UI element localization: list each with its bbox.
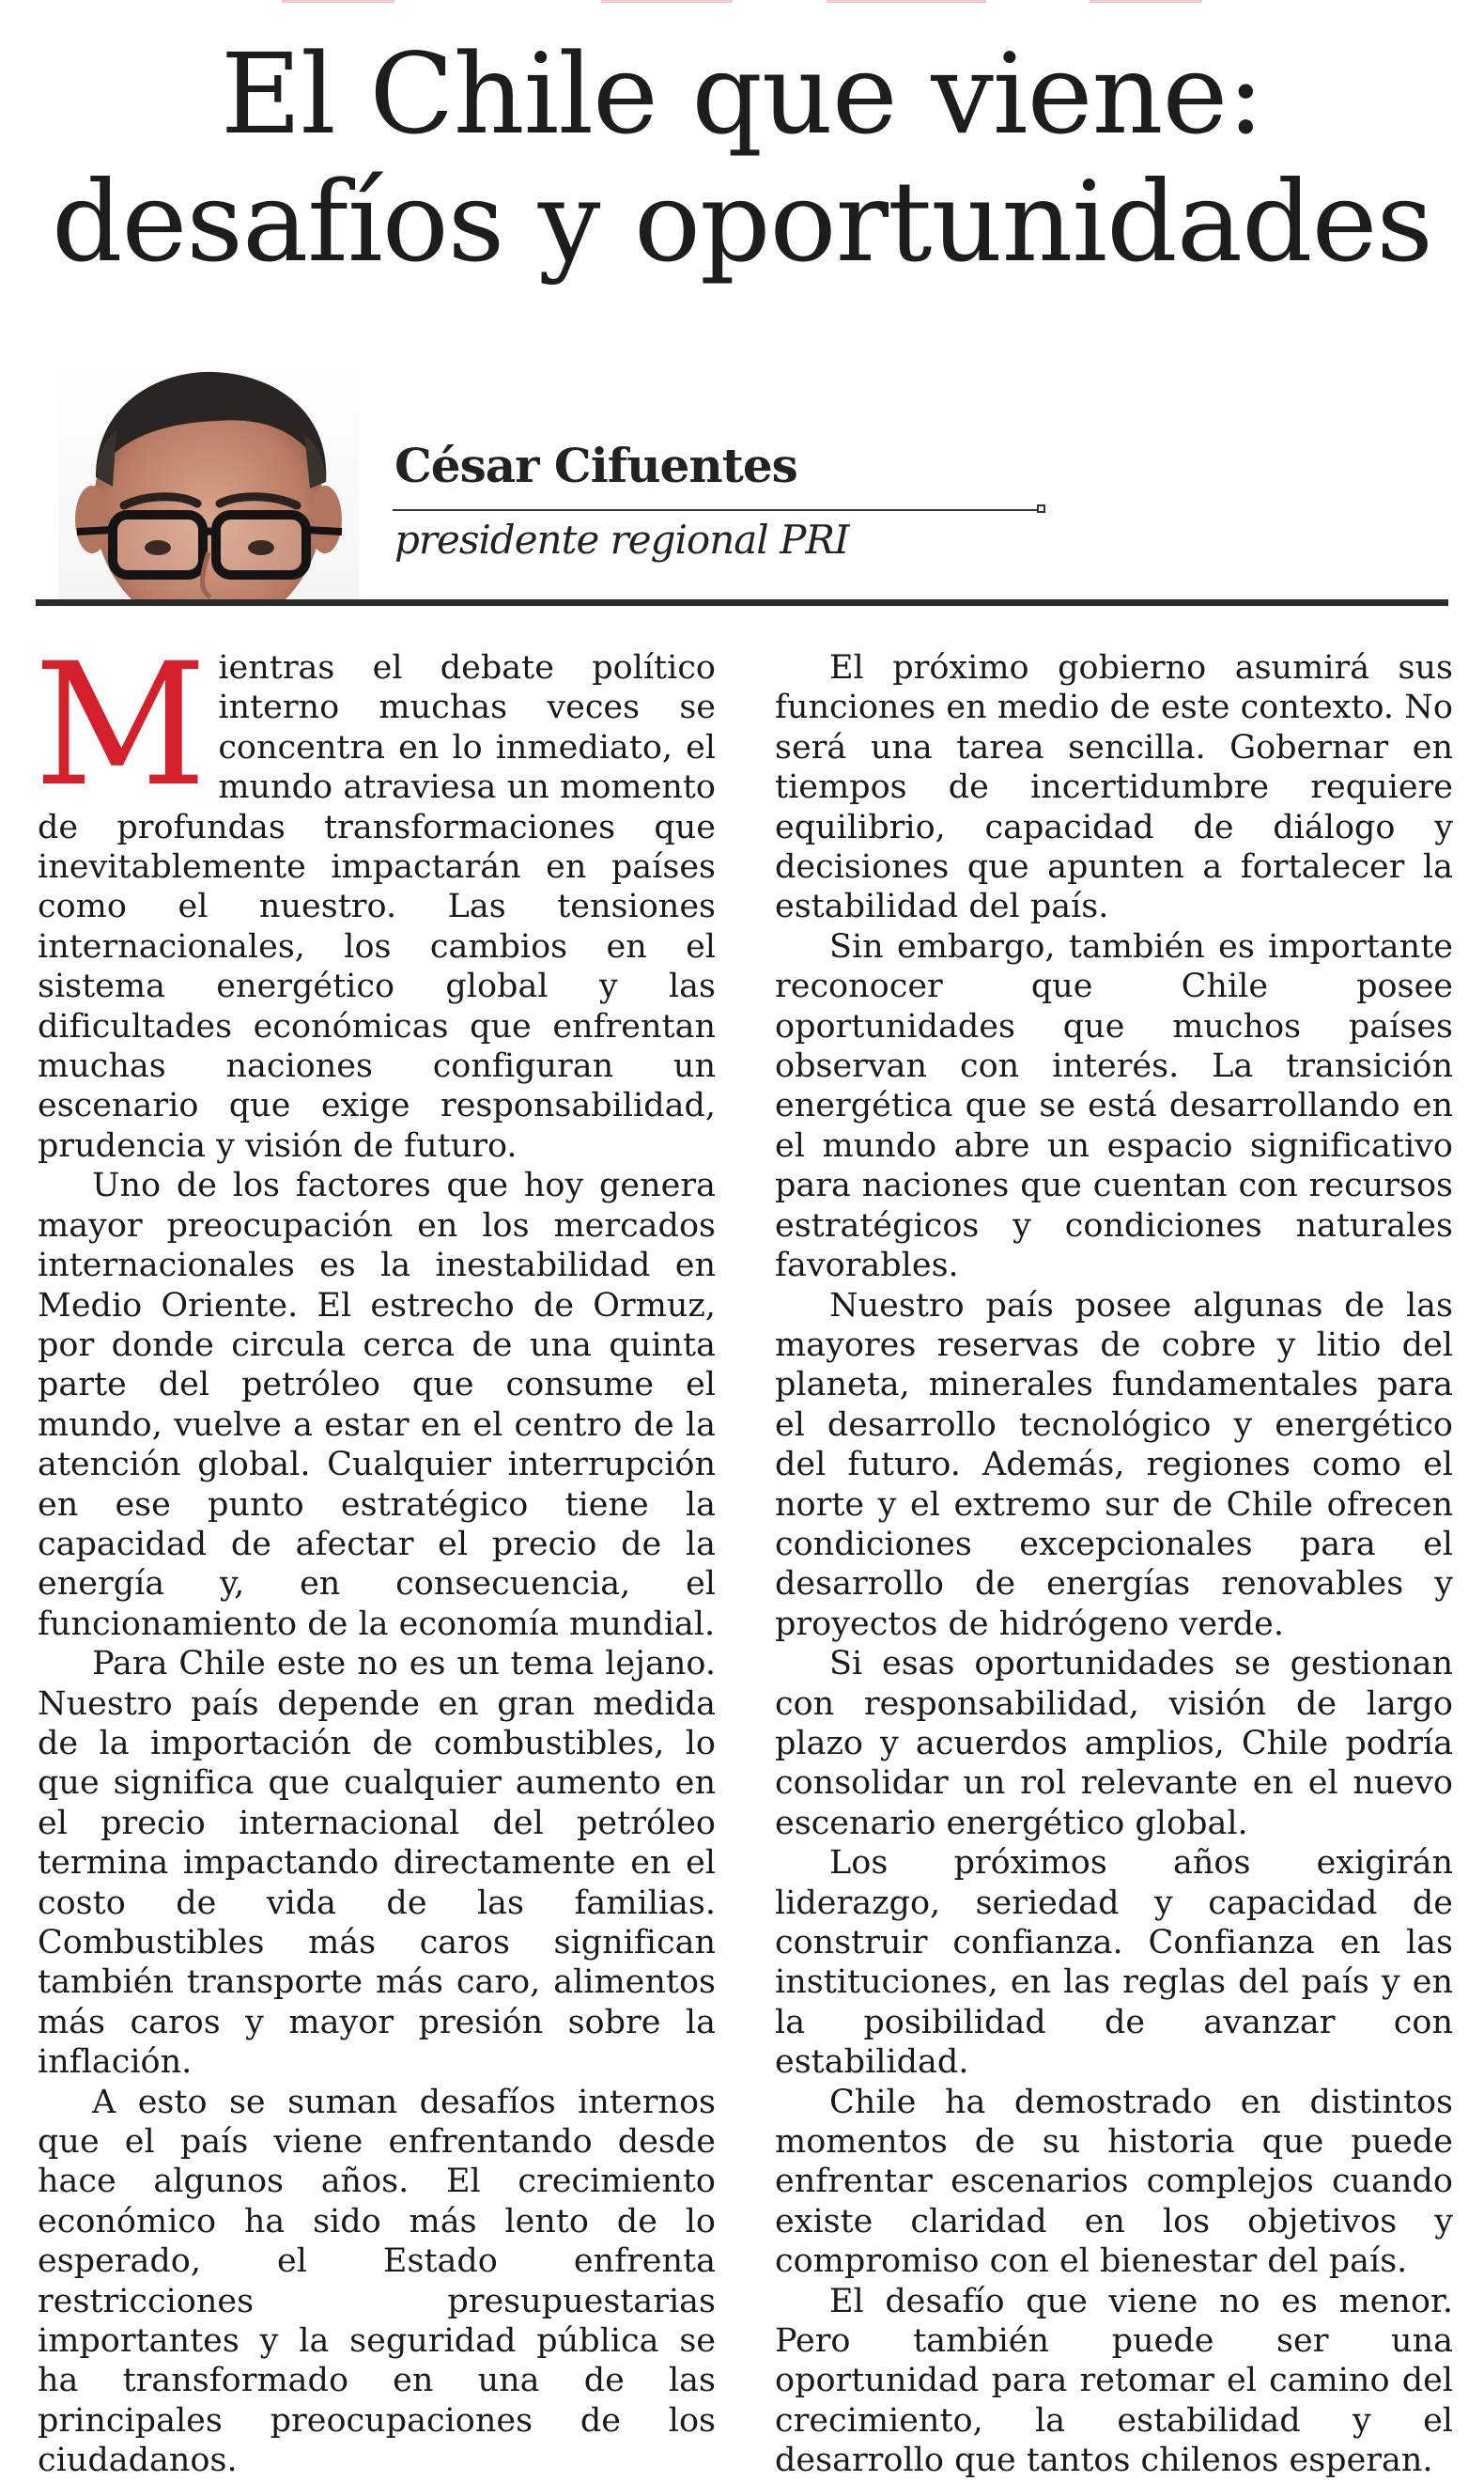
article-paragraph-2: Uno de los factores que hoy genera mayor preocupación en los mercados internacionales es la inestabilidad en Medio Oriente. El estrecho de Ormuz, por donde circula cerca de una quinta parte del petróleo que consume el mundo, vuelve a estar en el centro de la atención global. Cualquier interrupción en ese punto estratégico tiene la capacidad de afectar el precio de la energía y, en consecuencia, el funcionamiento de la economía mundial. <box>38 1167 716 1643</box>
article-paragraph-3: Para Chile este no es un tema lejano. Nuestro país depende en gran medida de la importación de combustibles, lo que significa que cualquier aumento en el precio internacional del petróleo termina impactando directamente en el costo de vida de las familias. Combustibles más caros significan también transporte más caro, alimentos más caros y mayor presión sobre la inflación. <box>38 1645 716 2082</box>
headline-line-2: desafíos y oportunidades <box>52 157 1432 287</box>
article-paragraph-8: Si esas oportunidades se gestionan con responsabilidad, visión de largo plazo y acuerdos amplios, Chile podría consolidar un rol relevante en el nuevo escenario energético global. <box>775 1645 1453 1842</box>
paragraph-text: ientras el debate político interno muchas veces se concentra en lo inmediato, el mundo atraviesa un momento de profundas transformaciones que inevitablemente impactarán en países como el nuestro. Las tensiones internacionales, los cambios en el sistema energético global y las dificultades económicas que enfrentan muchas naciones configuran un escenario que exige responsabilidad, prudencia y visión de futuro. <box>38 649 716 1165</box>
article-paragraph-11: El desafío que viene no es menor. Pero también puede ser una oportunidad para retomar el camino del crecimiento, la estabilidad y el desarrollo que tantos chilenos esperan. <box>775 2282 1453 2480</box>
article-paragraph-5: El próximo gobierno asumirá sus funciones en medio de este contexto. No será una tarea sencilla. Gobernar en tiempos de incertidumbre requiere equilibrio, capacidad de diálogo y decisiones que apunten a fortalecer la estabilidad del país. <box>775 649 1453 926</box>
top-decorative-strip <box>0 0 1484 8</box>
article-paragraph-9: Los próximos años exigirán liderazgo, seriedad y capacidad de construir confianza. Confianza en las instituciones, en las reglas del país y en la posibilidad de avanzar con estabilidad. <box>775 1844 1453 2082</box>
headline-line-1: El Chile que viene: <box>220 29 1264 159</box>
article-paragraph-6: Sin embargo, también es importante reconocer que Chile posee oportunidades que muchos países observan con interés. La transición energética que se está desarrollando en el mundo abre un espacio significativo para naciones que cuentan con recursos estratégicos y condiciones naturales favorables. <box>775 927 1453 1285</box>
article-paragraph-4: A esto se suman desafíos internos que el país viene enfrentando desde hace algunos años. El crecimiento económico ha sido más lento de lo esperado, el Estado enfrenta restricciones presupuestarias importantes y la seguridad pública se ha transformado en una de las principales preocupaciones de los ciudadanos. <box>38 2083 716 2480</box>
author-divider <box>393 509 1041 511</box>
author-photo <box>58 364 359 601</box>
author-role: presidente regional PRI <box>394 517 849 563</box>
author-divider-end-marker <box>1037 504 1045 513</box>
article-column-left <box>34 628 716 2481</box>
header-rule <box>36 599 1448 606</box>
drop-cap: M <box>34 628 208 824</box>
article-paragraph-10: Chile ha demostrado en distintos momentos de su historia que puede enfrentar escenarios complejos cuando existe claridad en los objetivos y compromiso con el bienestar del país. <box>775 2083 1453 2281</box>
article-column-right <box>775 648 1453 2481</box>
author-name: César Cifuentes <box>394 438 797 493</box>
article-headline <box>0 30 1484 286</box>
article-paragraph-1 <box>34 628 716 1166</box>
article-paragraph-7: Nuestro país posee algunas de las mayores reservas de cobre y litio del planeta, minerales fundamentales para el desarrollo tecnológico y energético del futuro. Además, regiones como el norte y el extremo sur de Chile ofrecen condiciones excepcionales para el desarrollo de energías renovables y proyectos de hidrógeno verde. <box>775 1286 1453 1643</box>
